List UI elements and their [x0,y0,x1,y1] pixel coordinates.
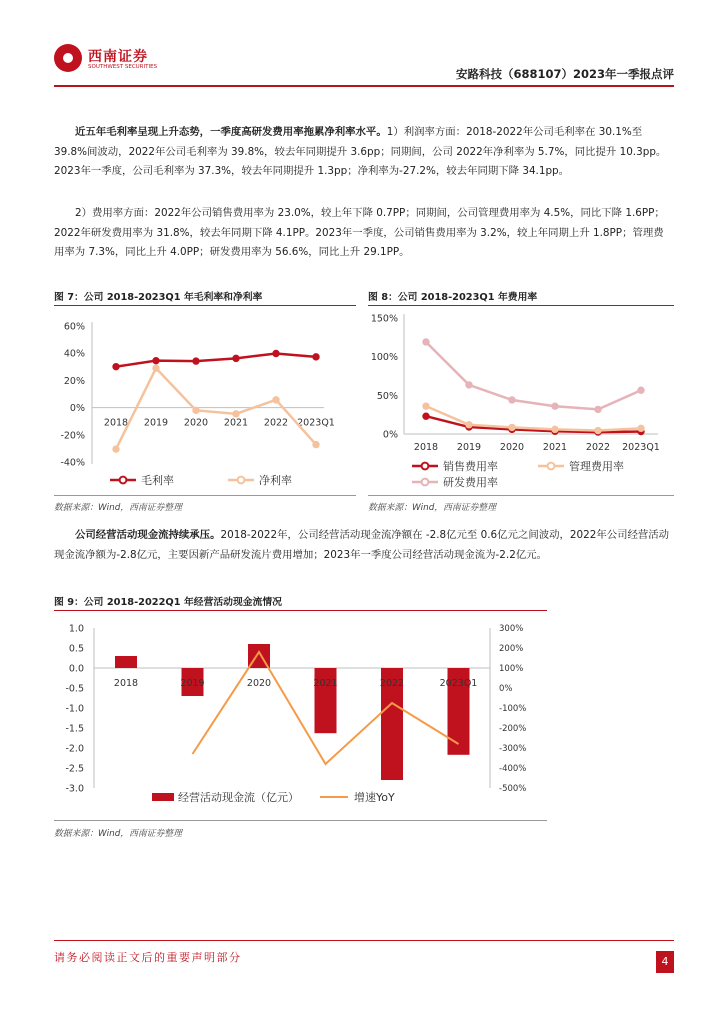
series-line-2 [426,342,641,409]
data-point [552,403,558,409]
paragraph-cashflow [54,526,674,565]
report-title: 安路科技（688107）2023年一季报点评 [455,67,674,81]
paragraph-margins-body: 1）利润率方面：2018-2022年公司毛利率在 30.1%至 39.8%间波动，2022年公司毛利率为 39.8%，较去年同期提升 3.6pp；同期间，公司 2022年净利率为 5.7%，同比提升 10.3pp。2023年一季度，公司毛利率为 37.3%，较去年同期提升 1.3pp；净利率为-27.2%，较去年同期下降 34.1pp。 [54,126,667,177]
x-tick-label: 2020 [246,678,272,689]
data-point [423,413,429,419]
y-tick-label: -40% [60,457,85,469]
data-point [509,424,515,430]
legend-swatch-marker [548,463,555,470]
figure-7-source-rule [54,495,356,496]
figure-8-chart [368,310,674,493]
data-point [273,350,279,356]
legend-swatch-marker [238,477,245,484]
page-number: 4 [656,951,674,973]
y-tick-label-left: 0.5 [68,643,84,655]
legend-label: 增速YoY [354,791,395,804]
figure-9-rule [54,610,547,611]
y-tick-label-left: -2.0 [65,743,84,755]
y-tick-label: 50% [376,390,398,402]
figure-8-rule [368,305,674,306]
x-tick-label: 2020 [183,417,209,429]
figure-8-source: 数据来源：Wind，西南证券整理 [368,503,496,513]
y-tick-label-right: -100% [499,704,527,714]
y-tick-label-left: 0.0 [68,663,84,675]
x-tick-label: 2019 [456,442,482,453]
y-tick-label: 150% [370,313,398,325]
data-point [233,411,239,417]
legend-label: 管理费用率 [569,460,624,473]
y-tick-label-right: 300% [499,624,524,634]
x-tick-label: 2023Q1 [297,417,335,429]
y-tick-label: -20% [60,430,85,442]
footer-divider [54,940,674,941]
legend-label: 研发费用率 [443,476,498,489]
data-point [193,407,199,413]
data-point [193,358,199,364]
x-tick-label: 2019 [180,678,205,689]
brand-name: 西南证券 [88,49,148,65]
legend-label: 销售费用率 [443,460,498,473]
y-tick-label-left: -1.5 [65,723,84,735]
data-point [113,363,119,369]
x-tick-label: 2022 [263,417,289,429]
figure-9-title: 图 9：公司 2018-2022Q1 年经营活动现金流情况 [54,597,282,608]
x-tick-label: 2020 [499,442,525,453]
data-point [466,422,472,428]
paragraph-margins [54,123,674,182]
x-tick-label: 2021 [223,417,249,429]
brand-logo-icon [54,44,82,72]
figure-7-title: 图 7：公司 2018-2023Q1 年毛利率和净利率 [54,292,263,303]
data-point [509,397,515,403]
y-tick-label-right: 0% [499,684,513,694]
y-tick-label: 0% [69,403,85,415]
y-tick-label-left: 1.0 [68,623,84,635]
data-point [273,397,279,403]
legend-label: 毛利率 [141,474,174,487]
figure-9-source-rule [54,820,547,821]
x-tick-label: 2018 [413,442,439,453]
x-tick-label: 2023Q1 [439,678,478,689]
legend-swatch-marker [422,463,429,470]
data-point [466,382,472,388]
x-tick-label: 2022 [585,442,611,453]
x-tick-label: 2021 [542,442,568,453]
x-tick-label: 2018 [113,678,139,689]
series-line-1 [426,406,641,430]
y-tick-label-right: -300% [499,744,527,754]
y-tick-label-right: 100% [499,664,524,674]
series-line-1 [116,368,316,449]
y-tick-label-right: -500% [499,784,527,794]
paragraph-margins-lead: 近五年毛利率呈现上升态势，一季度高研发费用率拖累净利率水平。 [75,126,387,138]
data-point [153,365,159,371]
y-tick-label-left: -0.5 [65,683,84,695]
footer-notice: 请务必阅读正文后的重要声明部分 [54,951,242,964]
legend-swatch-bar [152,793,174,801]
figure-8-title: 图 8：公司 2018-2023Q1 年费用率 [368,292,538,303]
brand-logo [54,44,164,74]
data-point [595,427,601,433]
legend-swatch-marker [422,479,429,486]
legend-swatch-marker [120,477,127,484]
figure-7-rule [54,305,356,306]
data-point [313,354,319,360]
data-point [233,355,239,361]
header-divider [54,85,674,87]
x-tick-label: 2021 [313,678,338,689]
paragraph-expenses: 2）费用率方面：2022年公司销售费用率为 23.0%，较上年下降 0.7PP；同期间，公司管理费用率为 4.5%，同比下降 1.6PP；2022年研发费用率为 31.8%，较去年同期下降 4.1PP。2023年一季度，公司销售费用率为 3.2%，较上年同期上升 1.8PP；管理费用率为 7.3%，同比上升 4.0PP；研发费用率为 56.6%，同比上升 29.1PP。 [54,207,665,258]
y-tick-label: 100% [370,352,398,364]
figure-9-chart [54,614,547,818]
data-point [113,446,119,452]
y-tick-label: 40% [63,348,85,360]
figure-8-source-rule [368,495,674,496]
y-tick-label-right: -400% [499,764,527,774]
y-tick-label: 0% [382,429,398,441]
x-tick-label: 2019 [143,417,169,429]
x-tick-label: 2018 [103,417,129,429]
brand-subtitle: SOUTHWEST SECURITIES [88,64,158,70]
data-point [423,403,429,409]
y-tick-label: 60% [63,321,85,333]
data-point [313,441,319,447]
series-line-0 [116,353,316,366]
data-point [423,339,429,345]
cashflow-bar [115,656,137,668]
paragraph-cashflow-body: 2018-2022年，公司经营活动现金流净额在 -2.8亿元至 0.6亿元之间波动，2022年公司经营活动现金流净额为-2.8亿元，主要因新产品研发流片费用增加；2023年一季度公司经营活动现金流为-2.2亿元。 [54,529,670,561]
y-tick-label-right: 200% [499,644,524,654]
figure-7-source: 数据来源：Wind，西南证券整理 [54,503,182,513]
y-tick-label-left: -3.0 [65,783,84,795]
figure-7-chart [54,310,356,493]
y-tick-label: 20% [63,375,85,387]
x-tick-label: 2023Q1 [622,442,660,453]
y-tick-label-left: -1.0 [65,703,84,715]
y-tick-label-left: -2.5 [65,763,84,775]
data-point [638,387,644,393]
legend-label: 经营活动现金流（亿元） [178,791,299,804]
data-point [595,406,601,412]
y-tick-label-right: -200% [499,724,527,734]
data-point [552,426,558,432]
data-point [153,357,159,363]
figure-9-source: 数据来源：Wind，西南证券整理 [54,829,182,839]
legend-label: 净利率 [259,474,292,487]
paragraph-cashflow-lead: 公司经营活动现金流持续承压。 [75,529,221,541]
data-point [638,425,644,431]
x-tick-label: 2022 [379,678,405,689]
